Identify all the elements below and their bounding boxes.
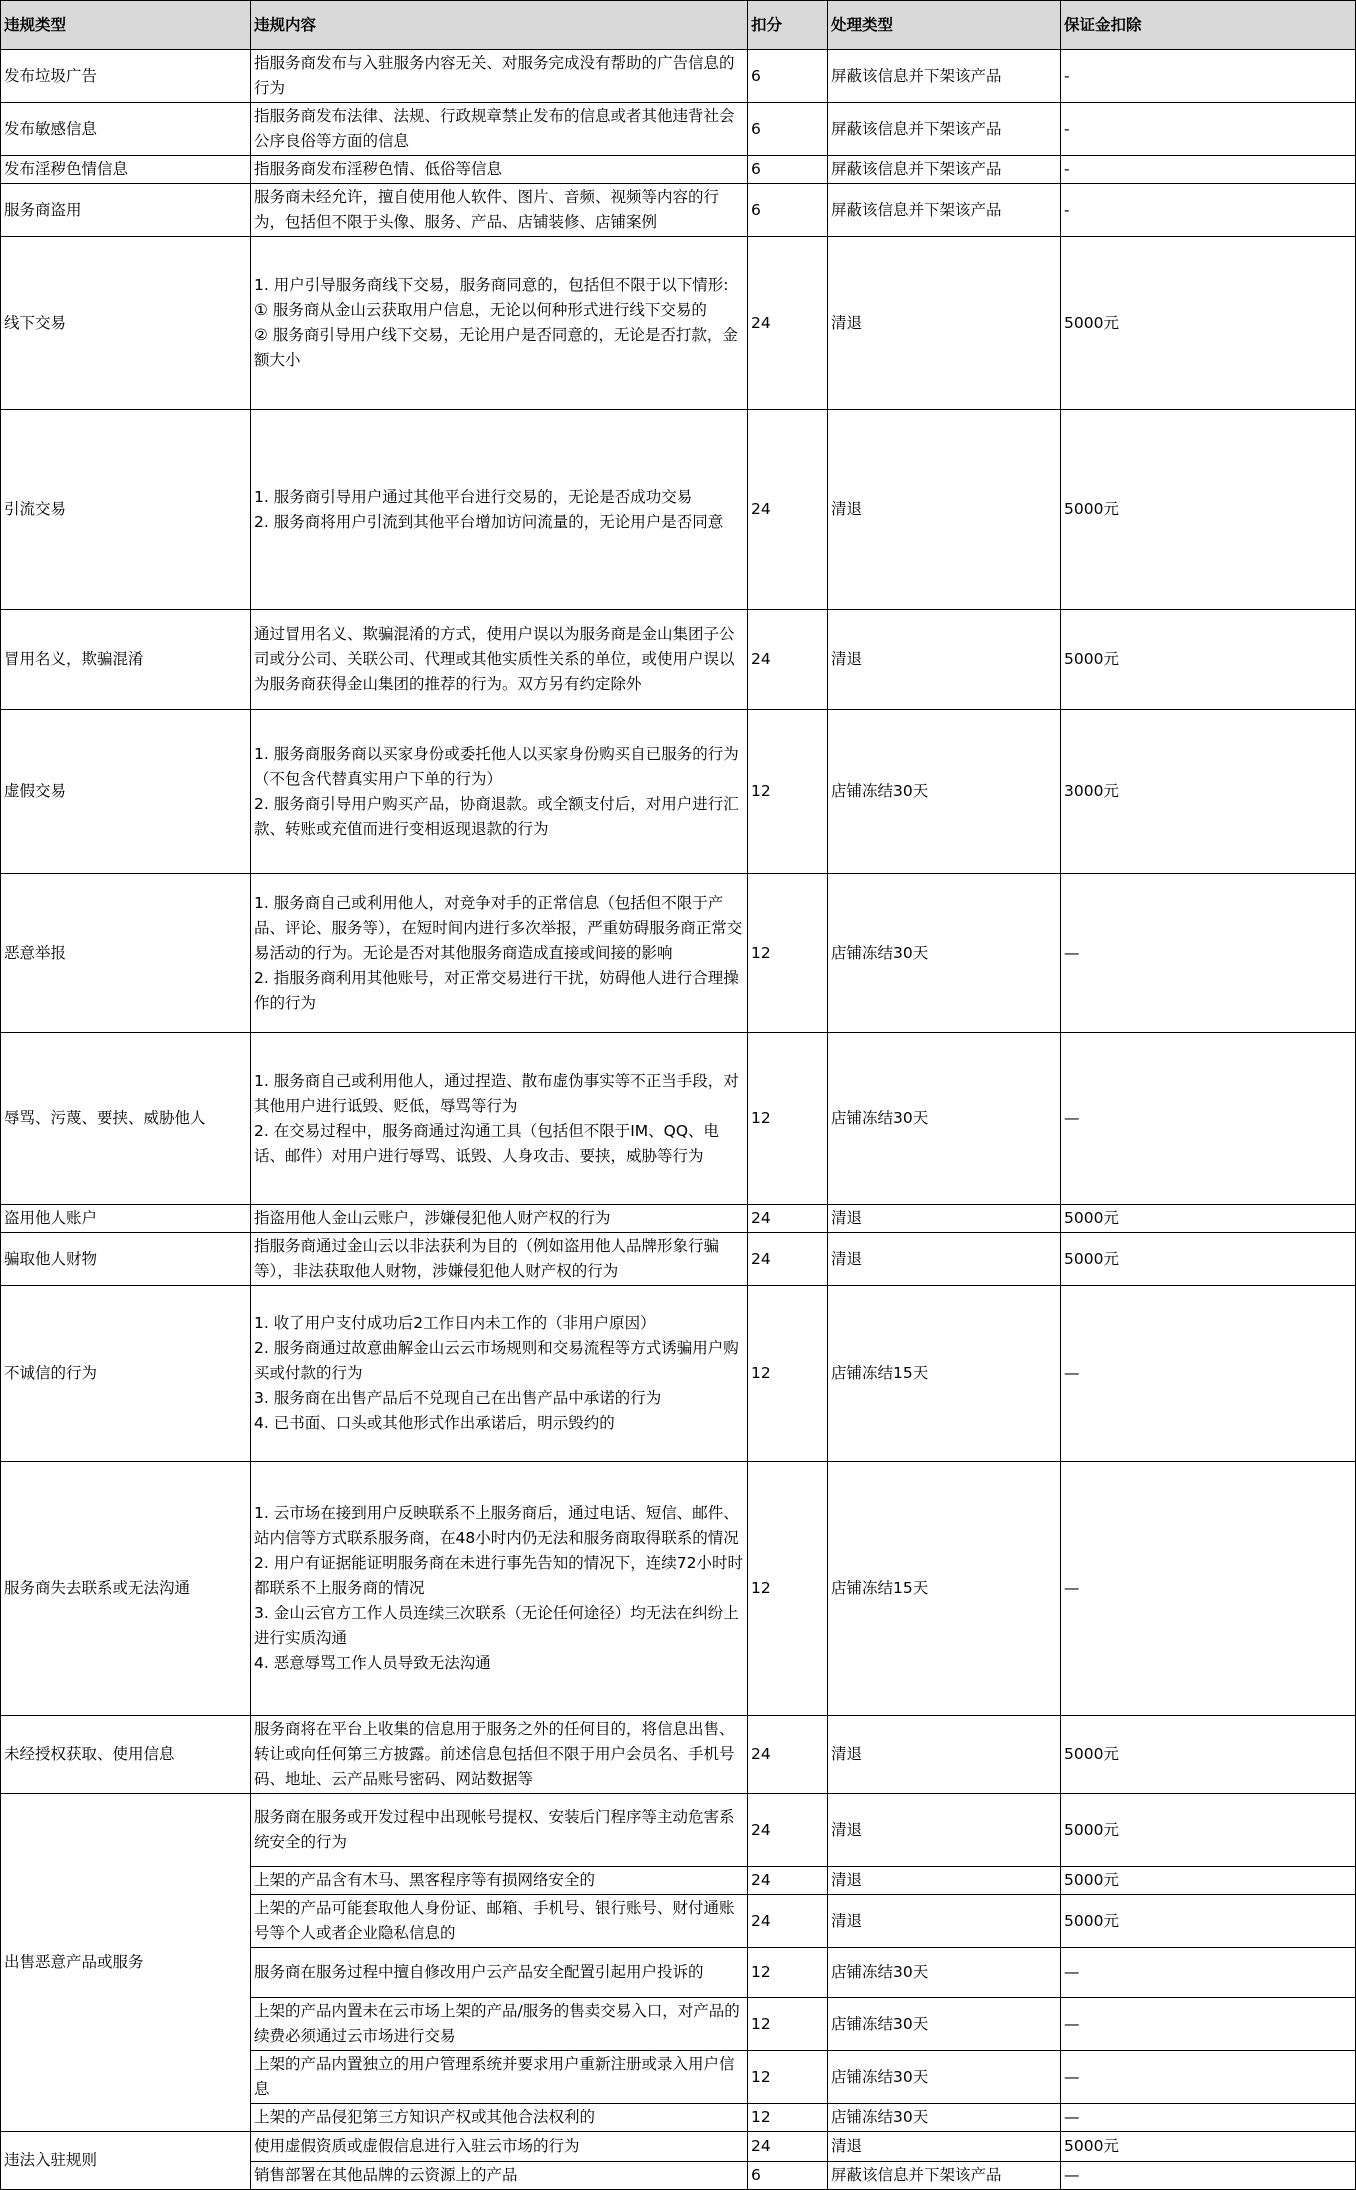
deposit: 5000元 <box>1061 410 1356 610</box>
violation-content: 通过冒用名义、欺骗混淆的方式，使用户误以为服务商是金山集团子公司或分公司、关联公司、代理或其他实质性关系的单位，或使用户误以为服务商获得金山集团的推荐的行为。双方另有约定除外 <box>251 610 748 710</box>
violation-type: 虚假交易 <box>1 710 251 874</box>
handling: 清退 <box>828 410 1061 610</box>
violation-content: 指服务商通过金山云以非法获利为目的（例如盗用他人品牌形象行骗等），非法获取他人财物，涉嫌侵犯他人财产权的行为 <box>251 1233 748 1286</box>
table-row <box>1 1794 1356 1867</box>
violation-content: 上架的产品内置独立的用户管理系统并要求用户重新注册或录入用户信息 <box>251 2051 748 2104</box>
table-row <box>1 2132 1356 2162</box>
handling: 店铺冻结30天 <box>828 1998 1061 2051</box>
handling: 店铺冻结30天 <box>828 1033 1061 1205</box>
handling: 清退 <box>828 1794 1061 1867</box>
table-row <box>1 237 1356 410</box>
header-violation-content: 违规内容 <box>251 1 748 50</box>
points: 12 <box>748 710 828 874</box>
handling: 清退 <box>828 1233 1061 1286</box>
deposit: - <box>1061 184 1356 237</box>
deposit: — <box>1061 2162 1356 2190</box>
violation-content: 1. 服务商自己或利用他人，通过捏造、散布虚伪事实等不正当手段，对其他用户进行诋毁、贬低，辱骂等行为 2. 在交易过程中，服务商通过沟通工具（包括但不限于IM、QQ、电话、邮件）对用户进行辱骂、诋毁、人身攻击、要挟，威胁等行为 <box>251 1033 748 1205</box>
violation-type: 不诚信的行为 <box>1 1286 251 1462</box>
violation-type: 冒用名义，欺骗混淆 <box>1 610 251 710</box>
points: 24 <box>748 1895 828 1948</box>
table-row <box>1 156 1356 184</box>
points: 12 <box>748 2104 828 2132</box>
points: 6 <box>748 184 828 237</box>
violation-content: 1. 服务商服务商以买家身份或委托他人以买家身份购买自已服务的行为（不包含代替真实用户下单的行为） 2. 服务商引导用户购买产品，协商退款。或全额支付后，对用户进行汇款、转账或充值而进行变相返现退款的行为 <box>251 710 748 874</box>
deposit: 5000元 <box>1061 1205 1356 1233</box>
header-row <box>1 1 1356 50</box>
points: 12 <box>748 2051 828 2104</box>
violation-type: 未经授权获取、使用信息 <box>1 1716 251 1794</box>
deposit: — <box>1061 874 1356 1033</box>
violation-type: 发布淫秽色情信息 <box>1 156 251 184</box>
table-row <box>1 1233 1356 1286</box>
handling: 店铺冻结30天 <box>828 1948 1061 1998</box>
points: 24 <box>748 410 828 610</box>
deposit: 5000元 <box>1061 237 1356 410</box>
handling: 清退 <box>828 237 1061 410</box>
violation-type: 发布敏感信息 <box>1 103 251 156</box>
handling: 清退 <box>828 1867 1061 1895</box>
violation-content: 1. 服务商自己或利用他人，对竞争对手的正常信息（包括但不限于产品、评论、服务等），在短时间内进行多次举报，严重妨碍服务商正常交易活动的行为。无论是否对其他服务商造成直接或间接的影响 2. 指服务商利用其他账号，对正常交易进行干扰，妨碍他人进行合理操作的行为 <box>251 874 748 1033</box>
violation-content: 上架的产品内置未在云市场上架的产品/服务的售卖交易入口，对产品的续费必须通过云市场进行交易 <box>251 1998 748 2051</box>
violation-type: 引流交易 <box>1 410 251 610</box>
violation-type: 服务商盗用 <box>1 184 251 237</box>
points: 24 <box>748 1233 828 1286</box>
table-row <box>1 1033 1356 1205</box>
violation-content: 服务商未经允许，擅自使用他人软件、图片、音频、视频等内容的行为，包括但不限于头像、服务、产品、店铺装修、店铺案例 <box>251 184 748 237</box>
violation-content: 指服务商发布与入驻服务内容无关、对服务完成没有帮助的广告信息的行为 <box>251 50 748 103</box>
table-row <box>1 610 1356 710</box>
deposit: — <box>1061 2104 1356 2132</box>
header-points: 扣分 <box>748 1 828 50</box>
points: 12 <box>748 1948 828 1998</box>
handling: 店铺冻结30天 <box>828 2051 1061 2104</box>
deposit: 5000元 <box>1061 1233 1356 1286</box>
handling: 屏蔽该信息并下架该产品 <box>828 50 1061 103</box>
deposit: — <box>1061 1998 1356 2051</box>
violation-type: 发布垃圾广告 <box>1 50 251 103</box>
violation-content: 上架的产品含有木马、黑客程序等有损网络安全的 <box>251 1867 748 1895</box>
handling: 清退 <box>828 1895 1061 1948</box>
table-row <box>1 710 1356 874</box>
table-row <box>1 1286 1356 1462</box>
violation-content: 指服务商发布法律、法规、行政规章禁止发布的信息或者其他违背社会公序良俗等方面的信息 <box>251 103 748 156</box>
handling: 清退 <box>828 1205 1061 1233</box>
deposit: 5000元 <box>1061 1867 1356 1895</box>
violation-content: 1. 服务商引导用户通过其他平台进行交易的，无论是否成功交易 2. 服务商将用户引流到其他平台增加访问流量的，无论用户是否同意 <box>251 410 748 610</box>
violation-content: 服务商在服务或开发过程中出现帐号提权、安装后门程序等主动危害系统安全的行为 <box>251 1794 748 1867</box>
handling: 屏蔽该信息并下架该产品 <box>828 156 1061 184</box>
table-row <box>1 184 1356 237</box>
points: 24 <box>748 1716 828 1794</box>
deposit: — <box>1061 1033 1356 1205</box>
points: 6 <box>748 103 828 156</box>
points: 24 <box>748 237 828 410</box>
table-row <box>1 410 1356 610</box>
points: 12 <box>748 874 828 1033</box>
points: 6 <box>748 156 828 184</box>
violation-content: 上架的产品侵犯第三方知识产权或其他合法权利的 <box>251 2104 748 2132</box>
deposit: - <box>1061 50 1356 103</box>
violation-type: 出售恶意产品或服务 <box>1 1794 251 2132</box>
handling: 店铺冻结15天 <box>828 1462 1061 1716</box>
violation-content: 指服务商发布淫秽色情、低俗等信息 <box>251 156 748 184</box>
deposit: - <box>1061 156 1356 184</box>
handling: 店铺冻结15天 <box>828 1286 1061 1462</box>
handling: 屏蔽该信息并下架该产品 <box>828 103 1061 156</box>
handling: 清退 <box>828 2132 1061 2162</box>
table-row <box>1 1205 1356 1233</box>
handling: 屏蔽该信息并下架该产品 <box>828 184 1061 237</box>
violation-type: 线下交易 <box>1 237 251 410</box>
header-handling: 处理类型 <box>828 1 1061 50</box>
table-row <box>1 1462 1356 1716</box>
handling: 屏蔽该信息并下架该产品 <box>828 2162 1061 2190</box>
violation-content: 1. 收了用户支付成功后2工作日内未工作的（非用户原因） 2. 服务商通过故意曲解金山云云市场规则和交易流程等方式诱骗用户购买或付款的行为 3. 服务商在出售产品后不兑现自己在出售产品中承诺的行为 4. 已书面、口头或其他形式作出承诺后，明示毁约的 <box>251 1286 748 1462</box>
deposit: — <box>1061 2051 1356 2104</box>
violation-content: 上架的产品可能套取他人身份证、邮箱、手机号、银行账号、财付通账号等个人或者企业隐私信息的 <box>251 1895 748 1948</box>
handling: 清退 <box>828 1716 1061 1794</box>
violation-content: 服务商将在平台上收集的信息用于服务之外的任何目的，将信息出售、转让或向任何第三方披露。前述信息包括但不限于用户会员名、手机号码、地址、云产品账号密码、网站数据等 <box>251 1716 748 1794</box>
handling: 店铺冻结30天 <box>828 710 1061 874</box>
violation-content: 销售部署在其他品牌的云资源上的产品 <box>251 2162 748 2190</box>
points: 6 <box>748 2162 828 2190</box>
points: 24 <box>748 1205 828 1233</box>
points: 12 <box>748 1998 828 2051</box>
handling: 店铺冻结30天 <box>828 874 1061 1033</box>
violation-type: 骗取他人财物 <box>1 1233 251 1286</box>
table-row <box>1 1716 1356 1794</box>
violation-type: 服务商失去联系或无法沟通 <box>1 1462 251 1716</box>
points: 24 <box>748 2132 828 2162</box>
violation-type: 盗用他人账户 <box>1 1205 251 1233</box>
points: 12 <box>748 1286 828 1462</box>
deposit: — <box>1061 1462 1356 1716</box>
violation-content: 1. 云市场在接到用户反映联系不上服务商后，通过电话、短信、邮件、站内信等方式联系服务商，在48小时内仍无法和服务商取得联系的情况 2. 用户有证据能证明服务商在未进行事先告知的情况下，连续72小时时都联系不上服务商的情况 3. 金山云官方工作人员连续三次联系（无论任何途径）均无法在纠纷上进行实质沟通 4. 恶意辱骂工作人员导致无法沟通 <box>251 1462 748 1716</box>
deposit: — <box>1061 1286 1356 1462</box>
points: 24 <box>748 1867 828 1895</box>
deposit: 3000元 <box>1061 710 1356 874</box>
deposit: 5000元 <box>1061 610 1356 710</box>
deposit: 5000元 <box>1061 1794 1356 1867</box>
deposit: 5000元 <box>1061 1895 1356 1948</box>
header-violation-type: 违规类型 <box>1 1 251 50</box>
points: 24 <box>748 1794 828 1867</box>
violation-content: 指盗用他人金山云账户，涉嫌侵犯他人财产权的行为 <box>251 1205 748 1233</box>
deposit: 5000元 <box>1061 1716 1356 1794</box>
points: 6 <box>748 50 828 103</box>
violation-type: 违法入驻规则 <box>1 2132 251 2190</box>
table-row <box>1 50 1356 103</box>
violation-content: 使用虚假资质或虚假信息进行入驻云市场的行为 <box>251 2132 748 2162</box>
violation-content: 1. 用户引导服务商线下交易，服务商同意的，包括但不限于以下情形: ① 服务商从金山云获取用户信息，无论以何种形式进行线下交易的 ② 服务商引导用户线下交易，无论用户是否同意的，无论是否打款，金额大小 <box>251 237 748 410</box>
points: 24 <box>748 610 828 710</box>
table-row <box>1 103 1356 156</box>
handling: 清退 <box>828 610 1061 710</box>
table-row <box>1 874 1356 1033</box>
deposit: — <box>1061 1948 1356 1998</box>
points: 12 <box>748 1462 828 1716</box>
deposit: 5000元 <box>1061 2132 1356 2162</box>
violation-content: 服务商在服务过程中擅自修改用户云产品安全配置引起用户投诉的 <box>251 1948 748 1998</box>
points: 12 <box>748 1033 828 1205</box>
violation-type: 辱骂、污蔑、要挟、威胁他人 <box>1 1033 251 1205</box>
handling: 店铺冻结30天 <box>828 2104 1061 2132</box>
header-deposit: 保证金扣除 <box>1061 1 1356 50</box>
violation-type: 恶意举报 <box>1 874 251 1033</box>
deposit: - <box>1061 103 1356 156</box>
